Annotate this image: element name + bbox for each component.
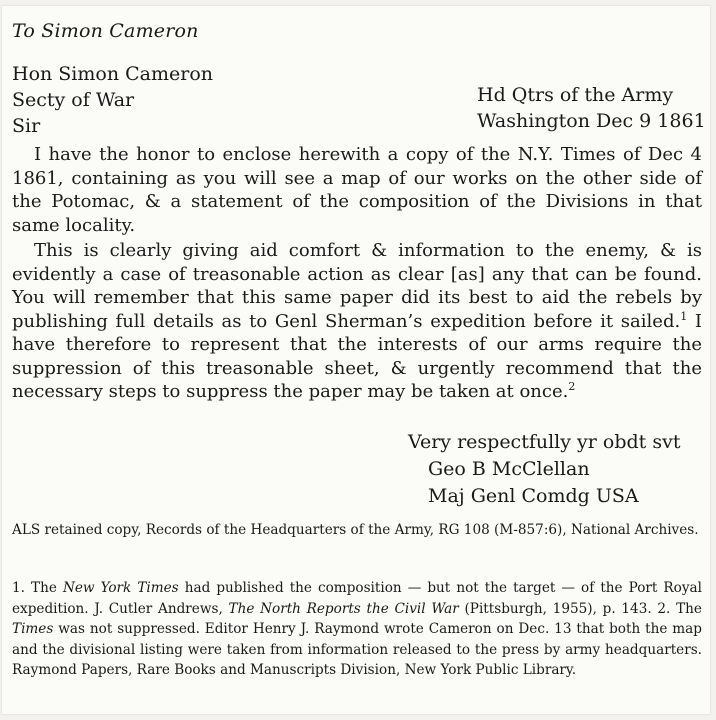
dateline-block [477,82,706,134]
footnotes [12,578,702,681]
body-paragraph-2-part-a: This is clearly giving aid comfort & information to the enemy, & is evidently a case of treasonable action as clear [as] any that can be found. You will remember that this same paper did its best to aid the rebels by publishing full details as to Genl Sherman’s expedition before it sailed. [12,240,702,332]
footnote-1-part-a: 1. The [12,580,63,596]
footnote-2-title: Times [12,621,54,638]
footnote-1-title-2: The North Reports the Civil War [228,600,459,617]
footnote-1-title-1: New York Times [62,580,179,596]
letter-heading: To Simon Cameron [12,20,199,42]
recipient-block [12,61,213,139]
footnote-1-part-b: had published the composition — but not the target — of the Port Royal expedition. J. Cutler Andrews, [12,580,702,617]
closing-salutation: Very respectfully yr obdt svt [408,431,681,453]
footnote-ref-1: 1 [680,309,688,323]
body-paragraph-2 [12,239,702,404]
dateline-place: Hd Qtrs of the Army [477,84,674,106]
letter-body [12,143,702,404]
document-page [2,6,710,714]
footnote-2-part-a: 2. The [657,600,702,617]
salutation: Sir [12,115,41,137]
recipient-name: Hon Simon Cameron [12,63,213,85]
footnote-ref-2: 2 [568,380,576,393]
body-paragraph-2-part-b: I have therefore to represent that the interests of our arms require the suppression of this treasonable sheet, & urgently recommend that the necessary steps to suppress the paper may be taken at once. [12,310,702,402]
footnote-2-part-b: was not suppressed. Editor Henry J. Raymond wrote Cameron on Dec. 13 that both the map and the divisional listing were taken from information released to the press by army headquarters. Raymond Papers, Rare Books and Manuscripts Division, New York Public Library. [12,621,702,679]
source-note: ALS retained copy, Records of the Headquarters of the Army, RG 108 (M-857:6), National Archives. [12,522,699,538]
dateline-date: Washington Dec 9 1861 [477,110,706,132]
footnote-1-part-c: (Pittsburgh, 1955), p. 143. [458,600,658,617]
body-paragraph-1: I have the honor to enclose herewith a copy of the N.Y. Times of Dec 4 1861, containing as you will see a map of our works on the other side of the Potomac, & a statement of the composition of the Divisions in that same locality. [12,144,702,236]
signature-title: Maj Genl Comdg USA [428,485,639,507]
recipient-title: Secty of War [12,89,135,111]
signature-name: Geo B McClellan [428,458,590,480]
